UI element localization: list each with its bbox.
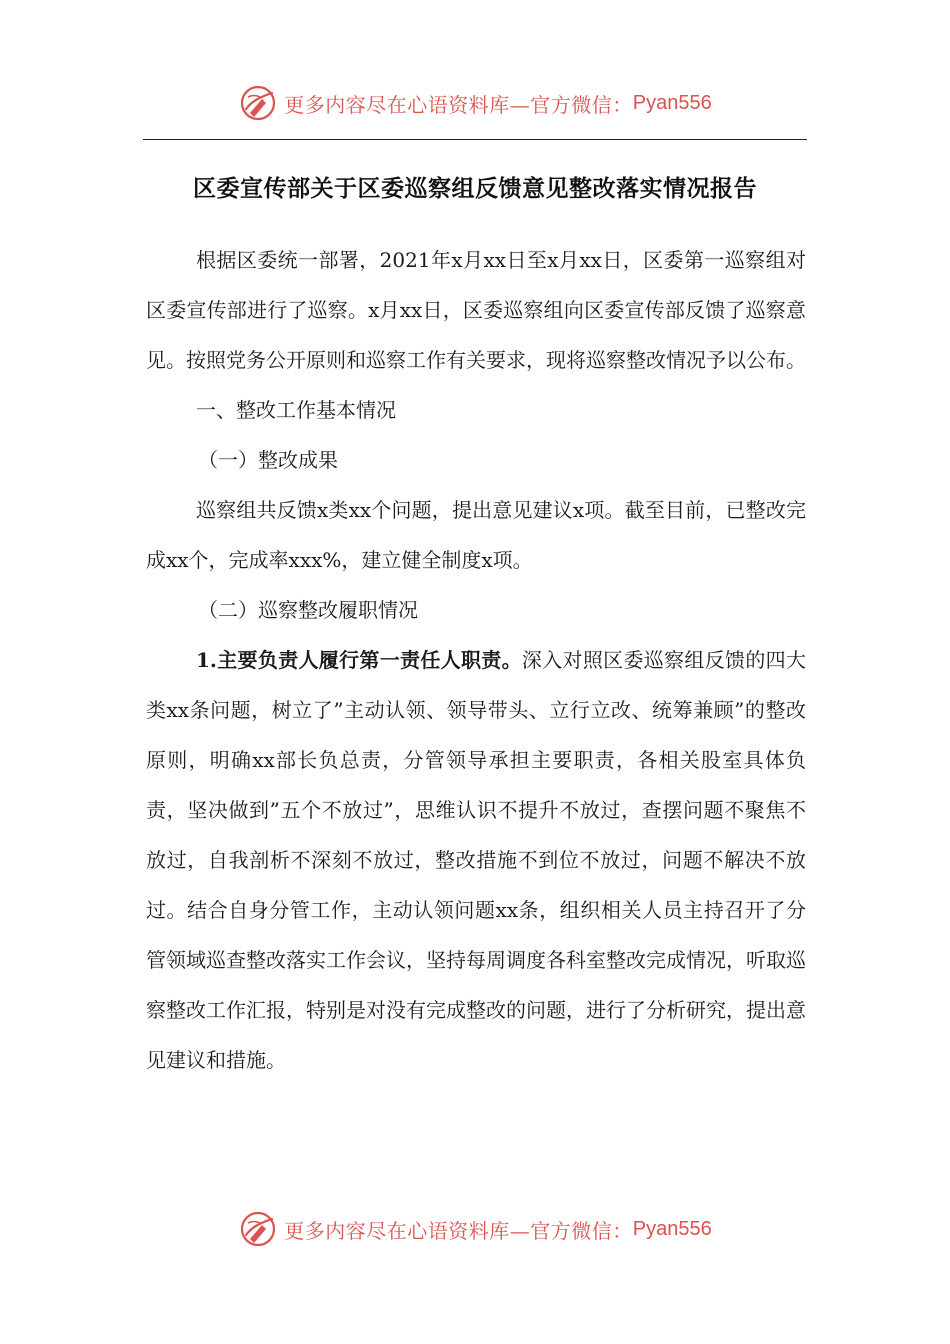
document-body xyxy=(146,235,806,1085)
intro-paragraph: 根据区委统一部署，2021年x月xx日至x月xx日，区委第一巡察组对区委宣传部进行了巡察。x月xx日，区委巡察组向区委宣传部反馈了巡察意见。按照党务公开原则和巡察工作有关要求，现将巡察整改情况予以公布。 xyxy=(146,248,806,372)
subsection-heading: （一）整改成果 xyxy=(198,448,338,472)
footer-watermark xyxy=(0,1207,950,1251)
watermark-text: 更多内容尽在心语资料库—官方微信： xyxy=(284,1218,633,1243)
subsection-heading: （二）巡察整改履职情况 xyxy=(198,598,418,622)
book-pen-logo-icon xyxy=(238,1209,278,1249)
duty-paragraph xyxy=(146,635,806,1085)
book-pen-logo-icon xyxy=(238,83,278,123)
header-divider xyxy=(143,139,807,140)
header-watermark xyxy=(0,81,950,125)
watermark-text: 更多内容尽在心语资料库—官方微信： xyxy=(284,92,633,117)
watermark-wechat-id: Pyan556 xyxy=(632,1217,712,1240)
watermark-wechat-id: Pyan556 xyxy=(632,91,712,114)
item-body: 深入对照区委巡察组反馈的四大类xx条问题，树立了”主动认领、领导带头、立行立改、统筹兼顾”的整改原则，明确xx部长负总责，分管领导承担主要职责，各相关股室具体负责，坚决做到”五个不放过”，思维认识不提升不放过，查摆问题不聚焦不放过，自我剖析不深刻不放过，整改措施不到位不放过，问题不解决不放过。结合自身分管工作，主动认领问题xx条，组织相关人员主持召开了分管领域巡查整改落实工作会议，坚持每周调度各科室整改完成情况，听取巡察整改工作汇报，特别是对没有完成整改的问题，进行了分析研究，提出意见建议和措施。 xyxy=(146,648,806,1072)
results-paragraph: 巡察组共反馈x类xx个问题，提出意见建议x项。截至目前，已整改完成xx个，完成率xxx%，建立健全制度x项。 xyxy=(146,498,806,572)
document-title: 区委宣传部关于区委巡察组反馈意见整改落实情况报告 xyxy=(193,175,757,202)
item-lead: 1.主要负责人履行第一责任人职责。 xyxy=(196,648,522,672)
section-heading: 一、整改工作基本情况 xyxy=(196,398,396,422)
